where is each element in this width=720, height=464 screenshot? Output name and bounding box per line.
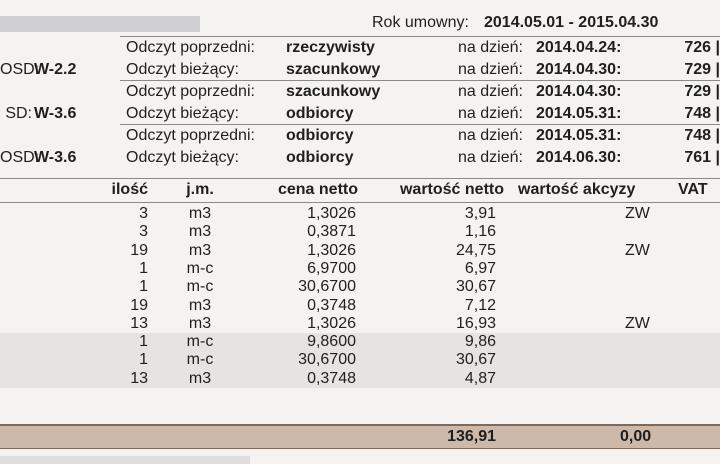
cell-price: 0,3748: [307, 296, 356, 314]
reading-pair-separator: [120, 36, 720, 37]
total-net: 136,91: [447, 428, 496, 445]
cell-qty: 1: [139, 278, 148, 296]
reading-label: Odczyt bieżący:: [126, 105, 239, 122]
cell-price: 9,8600: [307, 333, 356, 351]
reading-label: Odczyt poprzedni:: [126, 83, 255, 100]
cell-price: 1,3026: [307, 314, 356, 332]
osd-prefix: OSD:: [0, 61, 40, 78]
cell-net: 24,75: [455, 241, 496, 259]
contract-period-value: 2014.05.01 - 2015.04.30: [484, 14, 659, 31]
cell-unit: m-c: [186, 351, 214, 369]
reading-date-label: na dzień:: [458, 105, 523, 122]
cell-net: 1,16: [464, 223, 496, 241]
cell-net: 7,12: [464, 296, 496, 314]
reading-date: 2014.05.31:: [536, 105, 622, 122]
reading-value: 726 |: [684, 39, 720, 56]
reading-label: Odczyt poprzedni:: [126, 127, 255, 144]
reading-label: Odczyt bieżący:: [126, 61, 239, 78]
reading-type: odbiorcy: [286, 127, 354, 144]
reading-date: 2014.06.30:: [536, 149, 622, 166]
redacted-footer: [0, 456, 250, 464]
cell-qty: 1: [139, 259, 148, 277]
reading-date-label: na dzień:: [458, 39, 523, 56]
reading-date: 2014.04.30:: [536, 83, 622, 100]
reading-date: 2014.04.30:: [536, 61, 622, 78]
col-vat-header: VAT: [678, 181, 708, 198]
reading-value: 761 |: [684, 149, 720, 166]
reading-type: rzeczywisty: [286, 39, 375, 56]
cell-net: 9,86: [464, 333, 496, 351]
cell-unit: m3: [188, 223, 212, 241]
cell-qty: 13: [130, 369, 148, 387]
totals-row: [0, 424, 720, 449]
reading-value: 729 |: [684, 61, 720, 78]
reading-date: 2014.05.31:: [536, 127, 622, 144]
reading-value: 748 |: [684, 127, 720, 144]
reading-date-label: na dzień:: [458, 149, 523, 166]
reading-label: Odczyt poprzedni:: [126, 39, 255, 56]
cell-qty: 3: [139, 205, 148, 222]
cell-qty: 3: [139, 223, 148, 241]
header-bottom-rule: [0, 202, 720, 203]
cell-price: 30,6700: [298, 351, 356, 369]
cell-price: 1,3026: [307, 241, 356, 259]
reading-type: szacunkowy: [286, 83, 381, 100]
cell-qty: 19: [130, 241, 148, 259]
cell-price: 30,6700: [298, 278, 356, 296]
cell-unit: m-c: [186, 259, 214, 277]
cell-excise: ZW: [625, 205, 650, 222]
cell-net: 4,87: [464, 369, 496, 387]
cell-qty: 13: [130, 314, 148, 332]
contract-period-label: Rok umowny:: [372, 14, 469, 31]
reading-pair-separator: [120, 124, 720, 125]
reading-pair-separator: [120, 80, 720, 81]
col-unit-header: j.m.: [186, 181, 214, 198]
cell-qty: 1: [139, 351, 148, 369]
total-excise: 0,00: [620, 428, 652, 445]
cell-price: 0,3748: [307, 369, 356, 387]
cell-unit: m3: [188, 369, 212, 387]
col-qty-header: ilość: [111, 181, 148, 198]
redacted-address: [0, 16, 200, 32]
reading-value: 748 |: [684, 105, 720, 122]
cell-excise: ZW: [625, 314, 650, 332]
cell-unit: m3: [188, 296, 212, 314]
cell-qty: 19: [130, 296, 148, 314]
cell-net: 3,91: [464, 205, 496, 222]
osd-tariff: W-3.6: [34, 149, 77, 166]
cell-unit: m3: [188, 241, 212, 259]
osd-prefix: SD:: [5, 105, 32, 122]
reading-value: 729 |: [684, 83, 720, 100]
cell-unit: m-c: [186, 278, 214, 296]
col-excise-header: wartość akcyzy: [518, 181, 636, 198]
reading-date: 2014.04.24:: [536, 39, 622, 56]
reading-type: odbiorcy: [286, 149, 354, 166]
cell-unit: m3: [188, 314, 212, 332]
cell-qty: 1: [139, 333, 148, 351]
reading-date-label: na dzień:: [458, 127, 523, 144]
osd-tariff: W-2.2: [34, 61, 77, 78]
reading-type: odbiorcy: [286, 105, 354, 122]
cell-unit: m-c: [186, 333, 214, 351]
cell-net: 30,67: [455, 278, 496, 296]
col-price-header: cena netto: [277, 181, 358, 198]
cell-net: 16,93: [455, 314, 496, 332]
osd-tariff: W-3.6: [34, 105, 77, 122]
cell-price: 0,3871: [307, 223, 356, 241]
reading-type: szacunkowy: [286, 61, 381, 78]
col-net-header: wartość netto: [399, 181, 504, 198]
reading-date-label: na dzień:: [458, 83, 523, 100]
osd-prefix: OSD:: [0, 149, 40, 166]
cell-net: 6,97: [464, 259, 496, 277]
cell-excise: ZW: [625, 241, 650, 259]
table-top-rule: [0, 178, 720, 179]
reading-date-label: na dzień:: [458, 61, 523, 78]
reading-label: Odczyt bieżący:: [126, 149, 239, 166]
cell-unit: m3: [188, 205, 212, 222]
cell-price: 6,9700: [307, 259, 356, 277]
cell-net: 30,67: [455, 351, 496, 369]
cell-price: 1,3026: [307, 205, 356, 222]
